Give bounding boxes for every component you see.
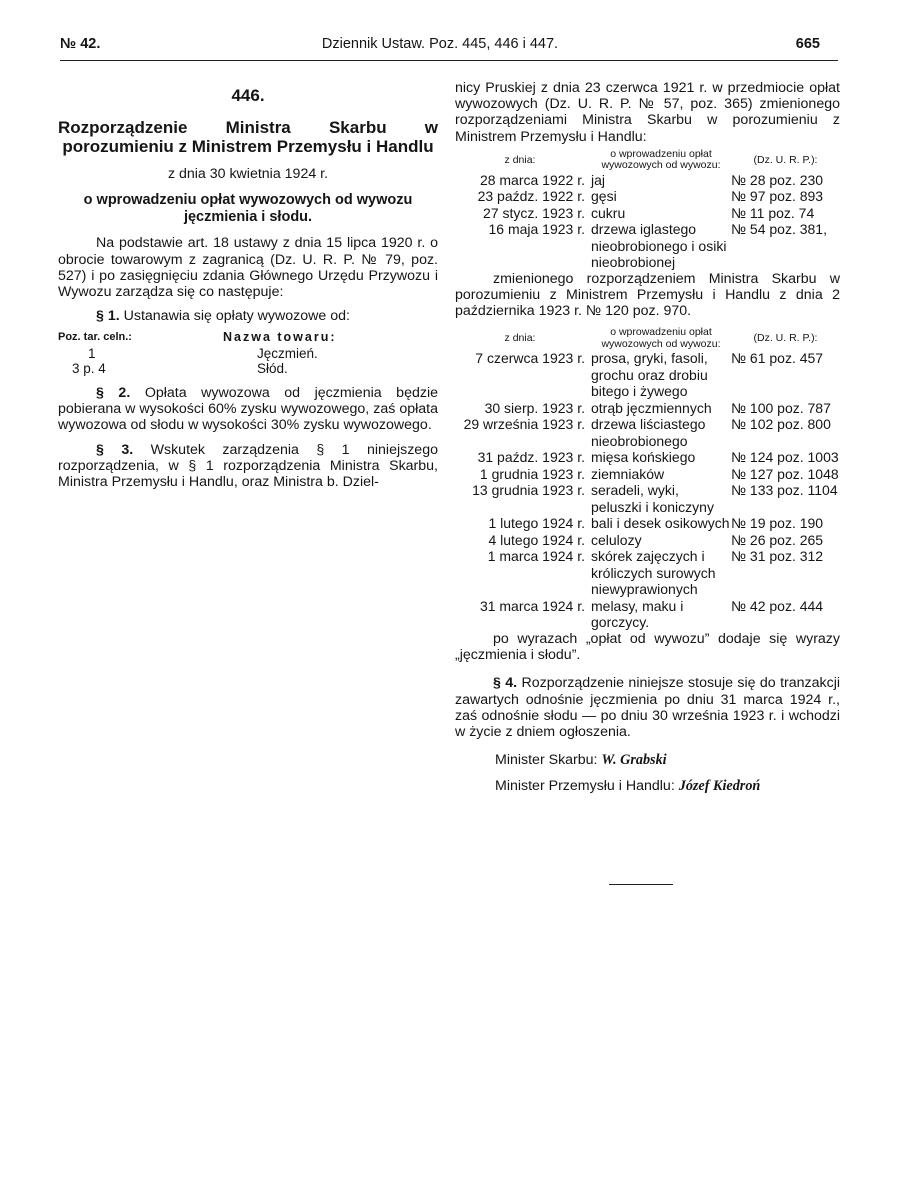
table-row bbox=[455, 466, 840, 483]
table-row bbox=[455, 548, 840, 598]
th-date: z dnia: bbox=[504, 332, 536, 345]
row-goods: jaj bbox=[591, 171, 606, 188]
row-goods: drzewa iglastego nieobrobionego i osiki nieobrobionej bbox=[591, 221, 727, 271]
section-1-text: Ustanawia się opłaty wywozowe od: bbox=[123, 308, 350, 325]
row-date: 1 marca 1924 r. bbox=[487, 548, 585, 565]
goods-table bbox=[58, 330, 438, 377]
section-3-number: § 3. bbox=[96, 441, 134, 458]
goods-name: Jęczmień. bbox=[257, 345, 318, 361]
row-date: 28 marca 1922 r. bbox=[479, 171, 585, 188]
th-goods: o wprowadzeniu opłat wywozowych od wywozu: bbox=[601, 147, 721, 172]
table-row bbox=[58, 361, 438, 377]
table-row bbox=[455, 221, 840, 271]
th-ref: (Dz. U. R. P.): bbox=[753, 153, 818, 166]
table-row bbox=[455, 188, 840, 205]
table-row bbox=[455, 172, 840, 189]
page-header bbox=[60, 36, 820, 58]
table-row bbox=[455, 449, 840, 466]
page-number: 665 bbox=[795, 36, 820, 52]
row-date: 1 grudnia 1923 r. bbox=[479, 465, 585, 482]
section-3-text: Wskutek zarządzenia § 1 niniejszego rozporządzenia, w § 1 rozporządzenia Ministra Skarbu, Ministra Przemysłu i Handlu, oraz Ministra b. Dziel- bbox=[58, 441, 438, 490]
row-date: 31 marca 1924 r. bbox=[479, 597, 585, 614]
end-rule bbox=[609, 884, 673, 885]
section-3 bbox=[58, 442, 438, 491]
th-goods: o wprowadzeniu opłat wywozowych od wywozu: bbox=[601, 326, 721, 350]
row-goods: prosa, gryki, fasoli, grochu oraz drobiu bitego i żywego bbox=[591, 350, 708, 400]
row-goods: ziemniaków bbox=[591, 465, 665, 482]
continuation-paragraph-1: nicy Pruskiej z dnia 23 czerwca 1921 r. w przedmiocie opłat wywozowych (Dz. U. R. P. № 57, poz. 365) zmienionego rozporządzeniami Ministra Skarbu w porozumieniu z Ministrem Przemysłu i Handlu: bbox=[455, 80, 840, 145]
row-ref: № 61 poz. 457 bbox=[731, 350, 824, 367]
row-date: 31 paźdz. 1923 r. bbox=[477, 449, 585, 466]
row-goods: otrąb jęczmiennych bbox=[591, 399, 712, 416]
row-ref: № 100 poz. 787 bbox=[731, 399, 831, 416]
row-date: 7 czerwca 1923 r. bbox=[475, 350, 585, 367]
goods-pos: 1 bbox=[88, 345, 96, 361]
section-4-text: Rozporządzenie niniejsze stosuje się do tranzakcji zawartych odnośnie jęczmienia po dniu 31 marca 1924 r., zaś odnośnie słodu — po dniu 30 września 1923 r. i wchodzi w życie z dniem ogłoszenia. bbox=[455, 675, 840, 740]
intro-paragraph: Na podstawie art. 18 ustawy z dnia 15 lipca 1920 r. o obrocie towarowym z zagranicą (Dz. U. R. P. № 79, poz. 527) i po zasięgnięciu zdania Głównego Urzędu Przywozu i Wywozu zarządza się co następuje: bbox=[58, 235, 438, 301]
header-rule bbox=[60, 60, 838, 61]
table-row bbox=[455, 205, 840, 222]
row-date: 30 sierp. 1923 r. bbox=[484, 399, 585, 416]
signature-1-role: Minister Skarbu: bbox=[495, 752, 598, 769]
table-row bbox=[455, 598, 840, 631]
table-header bbox=[455, 327, 840, 350]
section-4-number: § 4. bbox=[493, 675, 518, 692]
goods-pos: 3 p. 4 bbox=[72, 361, 106, 377]
act-date: z dnia 30 kwietnia 1924 r. bbox=[167, 166, 329, 183]
row-date: 29 września 1923 r. bbox=[463, 416, 585, 433]
goods-name: Słód. bbox=[257, 361, 288, 377]
table-row bbox=[455, 416, 840, 449]
continuation-paragraph-3: po wyrazach „opłat od wywozu” dodaje się wyrazy „jęczmienia i słodu”. bbox=[455, 630, 840, 664]
row-goods: mięsa końskiego bbox=[591, 449, 696, 466]
section-4 bbox=[455, 675, 840, 740]
table-row bbox=[455, 515, 840, 532]
section-2-number: § 2. bbox=[96, 384, 131, 401]
right-column bbox=[455, 80, 840, 795]
row-date: 13 grudnia 1923 r. bbox=[472, 482, 585, 499]
signature-1-name: W. Grabski bbox=[601, 752, 667, 769]
left-column bbox=[58, 88, 438, 490]
row-ref: № 127 poz. 1048 bbox=[731, 465, 839, 482]
table-header bbox=[455, 149, 840, 172]
row-ref: № 11 poz. 74 bbox=[731, 204, 815, 221]
row-goods: skórek zajęczych i króliczych surowych niewyprawionych bbox=[591, 548, 716, 598]
row-ref: № 26 poz. 265 bbox=[731, 531, 824, 548]
section-1-number: § 1. bbox=[96, 308, 120, 325]
row-ref: № 133 poz. 1104 bbox=[731, 482, 838, 499]
row-goods: seradeli, wyki, peluszki i koniczyny bbox=[591, 482, 714, 515]
amendments-table-1 bbox=[455, 149, 840, 271]
signature-2-role: Minister Przemysłu i Handlu: bbox=[495, 778, 675, 795]
row-date: 16 maja 1923 r. bbox=[488, 221, 585, 238]
row-date: 27 stycz. 1923 r. bbox=[483, 204, 585, 221]
act-number: 446. bbox=[231, 86, 265, 105]
row-goods: bali i desek osikowych bbox=[591, 515, 730, 532]
row-date: 1 lutego 1924 r. bbox=[488, 515, 585, 532]
row-goods: gęsi bbox=[591, 188, 617, 205]
continuation-paragraph-2: zmienionego rozporządzeniem Ministra Skarbu w porozumieniu z Ministrem Przemysłu i Handlu z dnia 2 października 1923 r. № 120 poz. 970. bbox=[455, 270, 840, 320]
journal-title: Dziennik Ustaw. Poz. 445, 446 i 447. bbox=[321, 36, 559, 52]
section-2-text: Opłata wywozowa od jęczmienia będzie pobierana w wysokości 60% zysku wywozowego, zaś opłata wywozowa od słodu w wysokości 30% zysku wywozowego. bbox=[58, 384, 438, 434]
act-subtitle: o wprowadzeniu opłat wywozowych od wywozu jęczmienia i słodu. bbox=[83, 192, 413, 225]
table-row bbox=[58, 346, 438, 362]
issue-number: № 42. bbox=[60, 36, 101, 52]
section-1 bbox=[58, 308, 438, 324]
th-date: z dnia: bbox=[504, 153, 536, 166]
table-row bbox=[455, 400, 840, 417]
goods-table-head-pos: Poz. tar. celn.: bbox=[58, 331, 132, 344]
signature-2-name: Józef Kiedroń bbox=[678, 778, 761, 795]
row-goods: melasy, maku i gorczycy. bbox=[591, 597, 684, 631]
row-ref: № 54 poz. 381, bbox=[731, 221, 827, 238]
signature-1 bbox=[455, 752, 840, 768]
row-goods: drzewa liściastego nieobrobionego bbox=[591, 416, 706, 449]
amendments-table-2 bbox=[455, 327, 840, 631]
signature-2 bbox=[455, 778, 840, 794]
section-2 bbox=[58, 385, 438, 434]
row-ref: № 124 poz. 1003 bbox=[731, 449, 839, 466]
row-ref: № 19 poz. 190 bbox=[731, 515, 824, 532]
row-ref: № 28 poz. 230 bbox=[731, 171, 824, 188]
row-goods: celulozy bbox=[591, 531, 642, 548]
table-row bbox=[455, 350, 840, 400]
row-goods: cukru bbox=[591, 204, 626, 221]
table-row bbox=[455, 532, 840, 549]
row-ref: № 97 poz. 893 bbox=[731, 188, 824, 205]
row-ref: № 102 poz. 800 bbox=[731, 416, 831, 433]
goods-table-head-name: Nazwa towaru: bbox=[223, 330, 337, 345]
row-date: 23 paźdz. 1922 r. bbox=[477, 188, 585, 205]
table-row bbox=[455, 482, 840, 515]
act-title: Rozporządzenie Ministra Skarbu w porozumieniu z Ministrem Przemysłu i Handlu bbox=[58, 118, 438, 157]
row-ref: № 42 poz. 444 bbox=[731, 597, 824, 614]
th-ref: (Dz. U. R. P.): bbox=[753, 332, 818, 345]
row-date: 4 lutego 1924 r. bbox=[488, 531, 585, 548]
row-ref: № 31 poz. 312 bbox=[731, 548, 824, 565]
